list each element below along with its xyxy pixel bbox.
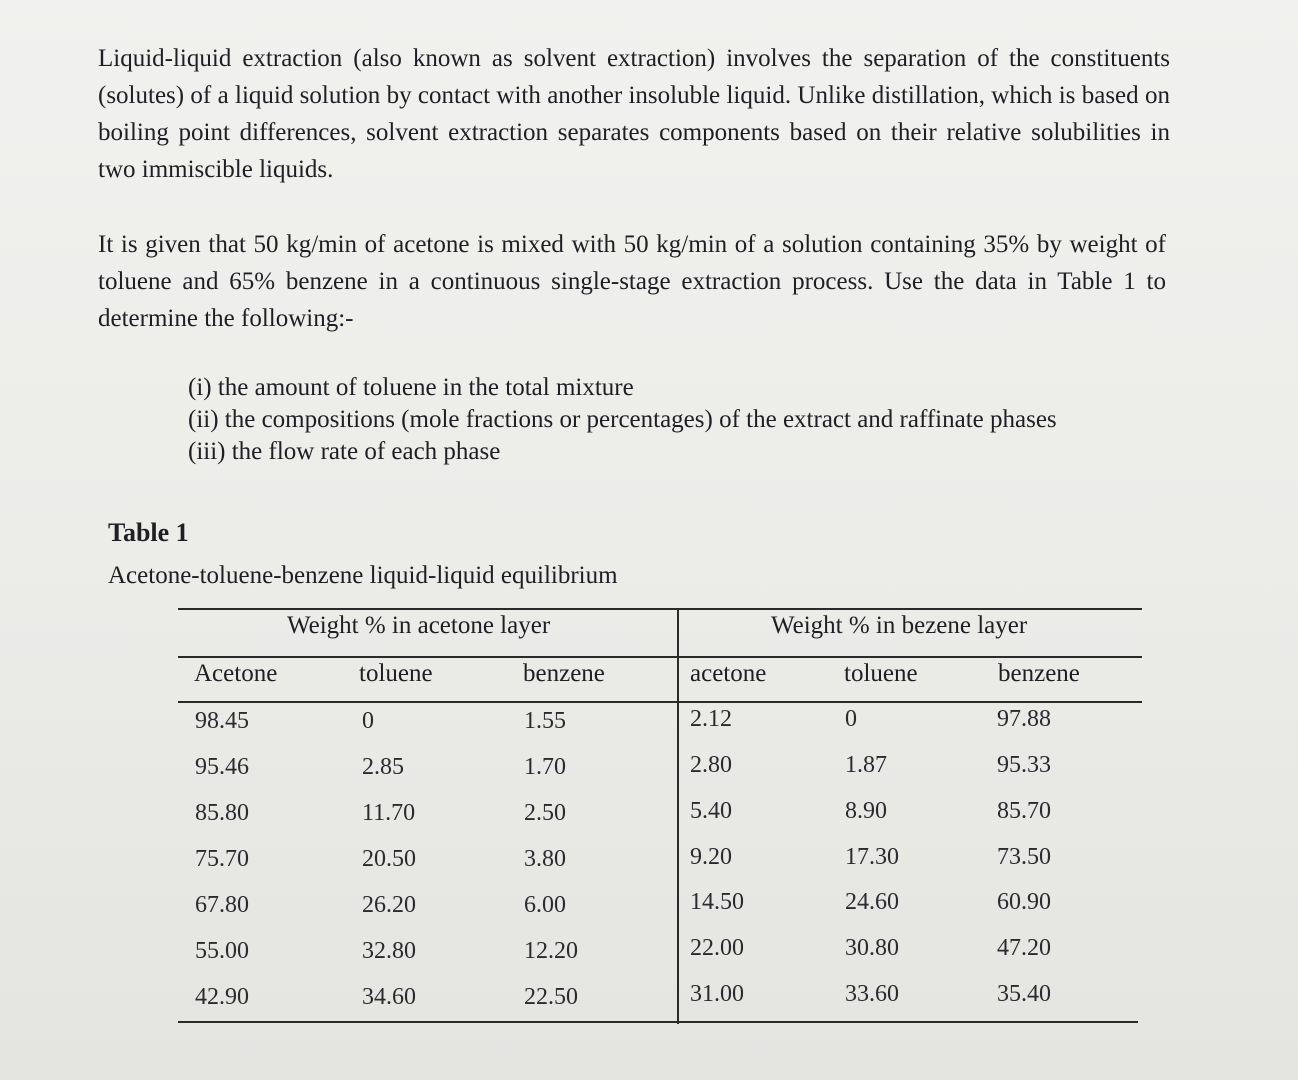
table-cell: 0 bbox=[845, 706, 857, 732]
table-cell: 0 bbox=[362, 708, 374, 734]
table-cell: 11.70 bbox=[362, 800, 416, 826]
table-cell: 8.90 bbox=[845, 798, 887, 824]
table-cell: 31.00 bbox=[690, 981, 744, 1007]
table-cell: 95.46 bbox=[195, 754, 249, 780]
column-header: Acetone bbox=[194, 660, 278, 687]
table-cell: 26.20 bbox=[362, 892, 416, 918]
table-cell: 85.80 bbox=[195, 800, 249, 826]
table-cell: 1.70 bbox=[524, 754, 566, 780]
table-cell: 30.80 bbox=[845, 935, 899, 961]
table-cell: 22.50 bbox=[524, 984, 578, 1010]
table-cell: 6.00 bbox=[524, 892, 566, 918]
table-cell: 33.60 bbox=[845, 981, 899, 1007]
table-cell: 12.20 bbox=[524, 938, 578, 964]
table-cell: 20.50 bbox=[362, 846, 416, 872]
question-item: (iii) the flow rate of each phase bbox=[188, 438, 501, 465]
intro-paragraph-2: It is given that 50 kg/min of acetone is mixed with 50 kg/min of a solution containing 35% by weight of toluene and 65% benzene in a continuous single-stage extraction process. Use the data in Table 1 to determine the following:- bbox=[98, 231, 1166, 332]
table-cell: 2.12 bbox=[690, 706, 732, 732]
table-cell: 1.55 bbox=[524, 708, 566, 734]
table-cell: 22.00 bbox=[690, 935, 744, 961]
table-cell: 55.00 bbox=[195, 938, 249, 964]
table-cell: 60.90 bbox=[997, 889, 1051, 915]
table-cell: 9.20 bbox=[690, 844, 732, 870]
group-header-benzene-layer: Weight % in bezene layer bbox=[771, 612, 1028, 639]
table-label: Table 1 bbox=[108, 518, 189, 547]
table-cell: 47.20 bbox=[997, 935, 1051, 961]
question-item: (ii) the compositions (mole fractions or percentages) of the extract and raffinate phases bbox=[188, 406, 1057, 433]
column-header: benzene bbox=[523, 660, 605, 687]
table-cell: 3.80 bbox=[524, 846, 566, 872]
question-item: (i) the amount of toluene in the total mixture bbox=[188, 374, 634, 401]
table-cell: 14.50 bbox=[690, 889, 744, 915]
table-top-rule bbox=[178, 608, 1142, 610]
table-cell: 42.90 bbox=[195, 984, 249, 1010]
column-header: benzene bbox=[998, 660, 1080, 687]
table-cell: 73.50 bbox=[997, 844, 1051, 870]
group-header-acetone-layer: Weight % in acetone layer bbox=[287, 612, 551, 639]
table-cell: 2.80 bbox=[690, 752, 732, 778]
table-cell: 75.70 bbox=[195, 846, 249, 872]
table-cell: 17.30 bbox=[845, 844, 899, 870]
table-caption: Acetone-toluene-benzene liquid-liquid equilibrium bbox=[108, 562, 618, 589]
question-list bbox=[188, 372, 1057, 468]
table-cell: 98.45 bbox=[195, 708, 249, 734]
table-subheader-rule bbox=[178, 701, 1142, 703]
table-cell: 97.88 bbox=[997, 706, 1051, 732]
table-cell: 95.33 bbox=[997, 752, 1051, 778]
column-header: toluene bbox=[359, 660, 433, 687]
table-cell: 85.70 bbox=[997, 798, 1051, 824]
column-header: toluene bbox=[844, 660, 918, 687]
table-cell: 67.80 bbox=[195, 892, 249, 918]
table-cell: 1.87 bbox=[845, 752, 887, 778]
table-cell: 2.85 bbox=[362, 754, 404, 780]
table-cell: 34.60 bbox=[362, 984, 416, 1010]
table-cell: 5.40 bbox=[690, 798, 732, 824]
table-bottom-rule bbox=[178, 1021, 1138, 1023]
intro-paragraph-1: Liquid-liquid extraction (also known as solvent extraction) involves the separation of the constituents (solutes) of a liquid solution by contact with another insoluble liquid. Unlike distillation, which is based on boiling point differences, solvent extraction separates components based on their relative solubilities in two immiscible liquids. bbox=[98, 45, 1170, 183]
table-cell: 35.40 bbox=[997, 981, 1051, 1007]
table-cell: 32.80 bbox=[362, 938, 416, 964]
table-cell: 2.50 bbox=[524, 800, 566, 826]
table-header-rule bbox=[178, 656, 1142, 658]
table-center-divider bbox=[677, 608, 679, 1024]
table-cell: 24.60 bbox=[845, 889, 899, 915]
column-header: acetone bbox=[690, 660, 767, 687]
